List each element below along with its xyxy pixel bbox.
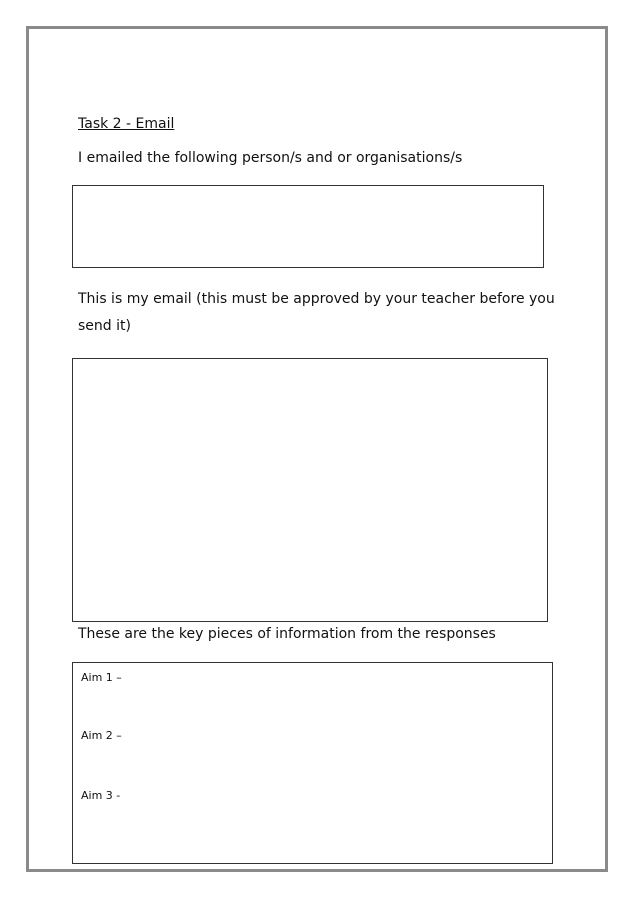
responses-prompt: These are the key pieces of information from the responses [78,626,496,642]
aim-2-label: Aim 2 – [81,729,122,742]
email-prompt: This is my email (this must be approved by your teacher before you send it) [78,291,555,334]
task-heading: Task 2 - Email [78,116,175,132]
email-box[interactable] [72,358,548,622]
aim-1-label: Aim 1 – [81,671,122,684]
recipients-prompt: I emailed the following person/s and or organisations/s [78,150,463,166]
aims-box[interactable] [72,662,553,864]
aim-3-label: Aim 3 - [81,789,121,802]
recipients-box[interactable] [72,185,544,268]
